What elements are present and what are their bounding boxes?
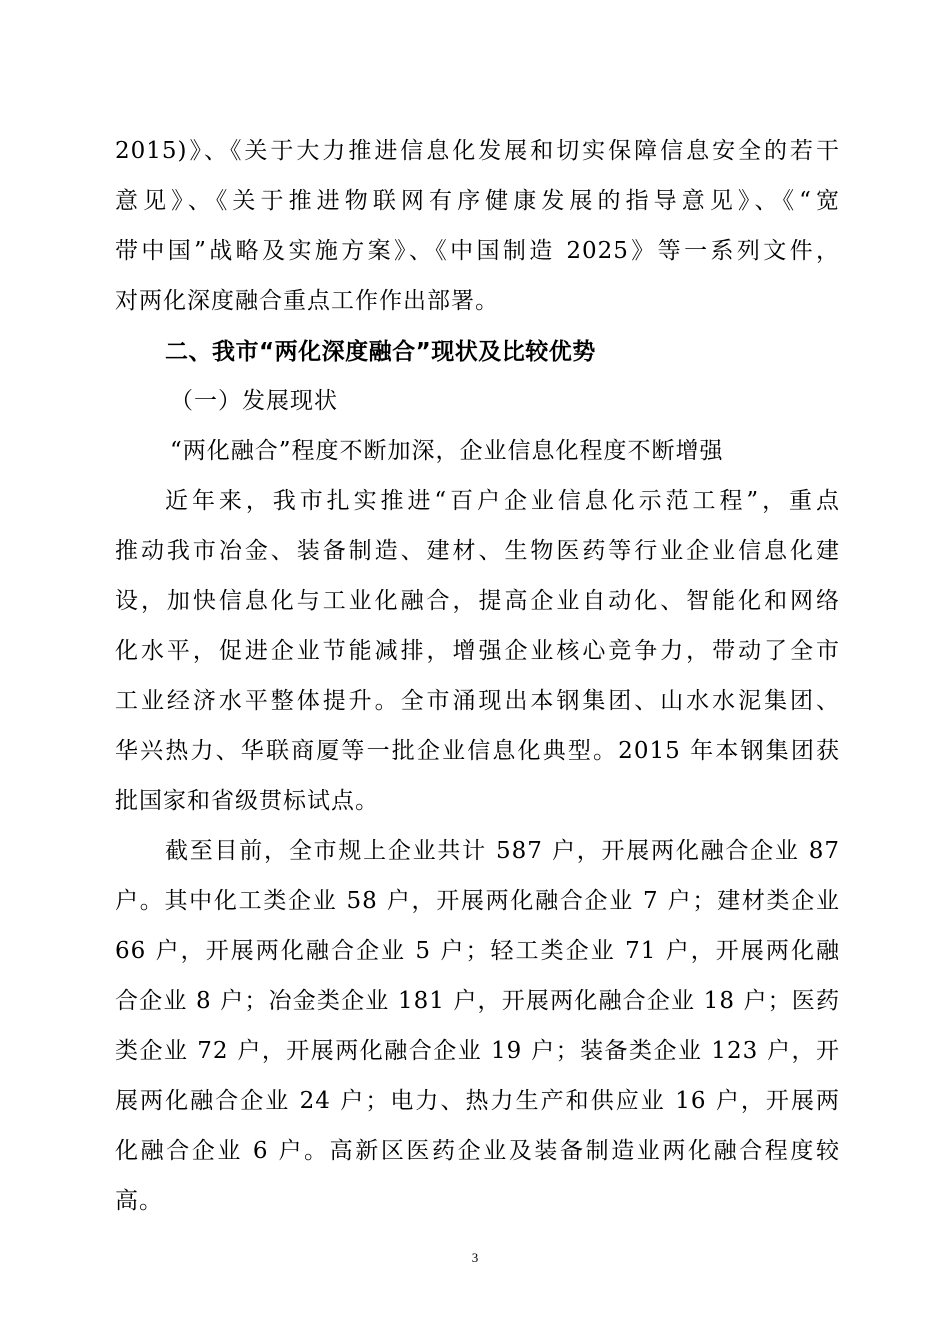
text-line: 意见》、《关于推进物联网有序健康发展的指导意见》、《“宽 [115,188,840,214]
subsection-heading: （一）发展现状 [170,388,338,414]
paragraph-line: 化水平，促进企业节能减排，增强企业核心竞争力，带动了全市 [115,638,840,664]
paragraph-line: 批国家和省级贯标试点。 [115,788,379,814]
text-line: 2015)》、《关于大力推进信息化发展和切实保障信息安全的若干 [115,138,840,164]
paragraph-line: 类企业 72 户，开展两化融合企业 19 户；装备类企业 123 户，开 [115,1038,840,1064]
paragraph-line: 推动我市冶金、装备制造、建材、生物医药等行业企业信息化建 [115,538,840,564]
paragraph-line: 化融合企业 6 户。高新区医药企业及装备制造业两化融合程度较 [115,1138,840,1164]
paragraph-line: 66 户，开展两化融合企业 5 户；轻工类企业 71 户，开展两化融 [115,938,840,964]
section-heading: 二、我市“两化深度融合”现状及比较优势 [165,339,596,365]
text-line: 带中国”战略及实施方案》、《中国制造 2025》等一系列文件， [115,238,840,264]
paragraph-line: 华兴热力、华联商厦等一批企业信息化典型。2015 年本钢集团获 [115,738,840,764]
paragraph-line: 展两化融合企业 24 户；电力、热力生产和供应业 16 户，开展两 [115,1088,840,1114]
paragraph-line: 户。其中化工类企业 58 户，开展两化融合企业 7 户；建材类企业 [115,888,840,914]
page-number: 3 [471,1250,479,1265]
paragraph-line: 高。 [115,1188,163,1214]
topic-line: “两化融合”程度不断加深，企业信息化程度不断增强 [170,438,724,464]
paragraph-line: 截至目前，全市规上企业共计 587 户，开展两化融合企业 87 [165,838,840,864]
text-line: 对两化深度融合重点工作作出部署。 [115,288,499,314]
paragraph-line: 近年来，我市扎实推进“百户企业信息化示范工程”，重点 [165,488,840,514]
paragraph-line: 工业经济水平整体提升。全市涌现出本钢集团、山水水泥集团、 [115,688,840,714]
paragraph-line: 设，加快信息化与工业化融合，提高企业自动化、智能化和网络 [115,588,840,614]
paragraph-line: 合企业 8 户；冶金类企业 181 户，开展两化融合企业 18 户；医药 [115,988,840,1014]
